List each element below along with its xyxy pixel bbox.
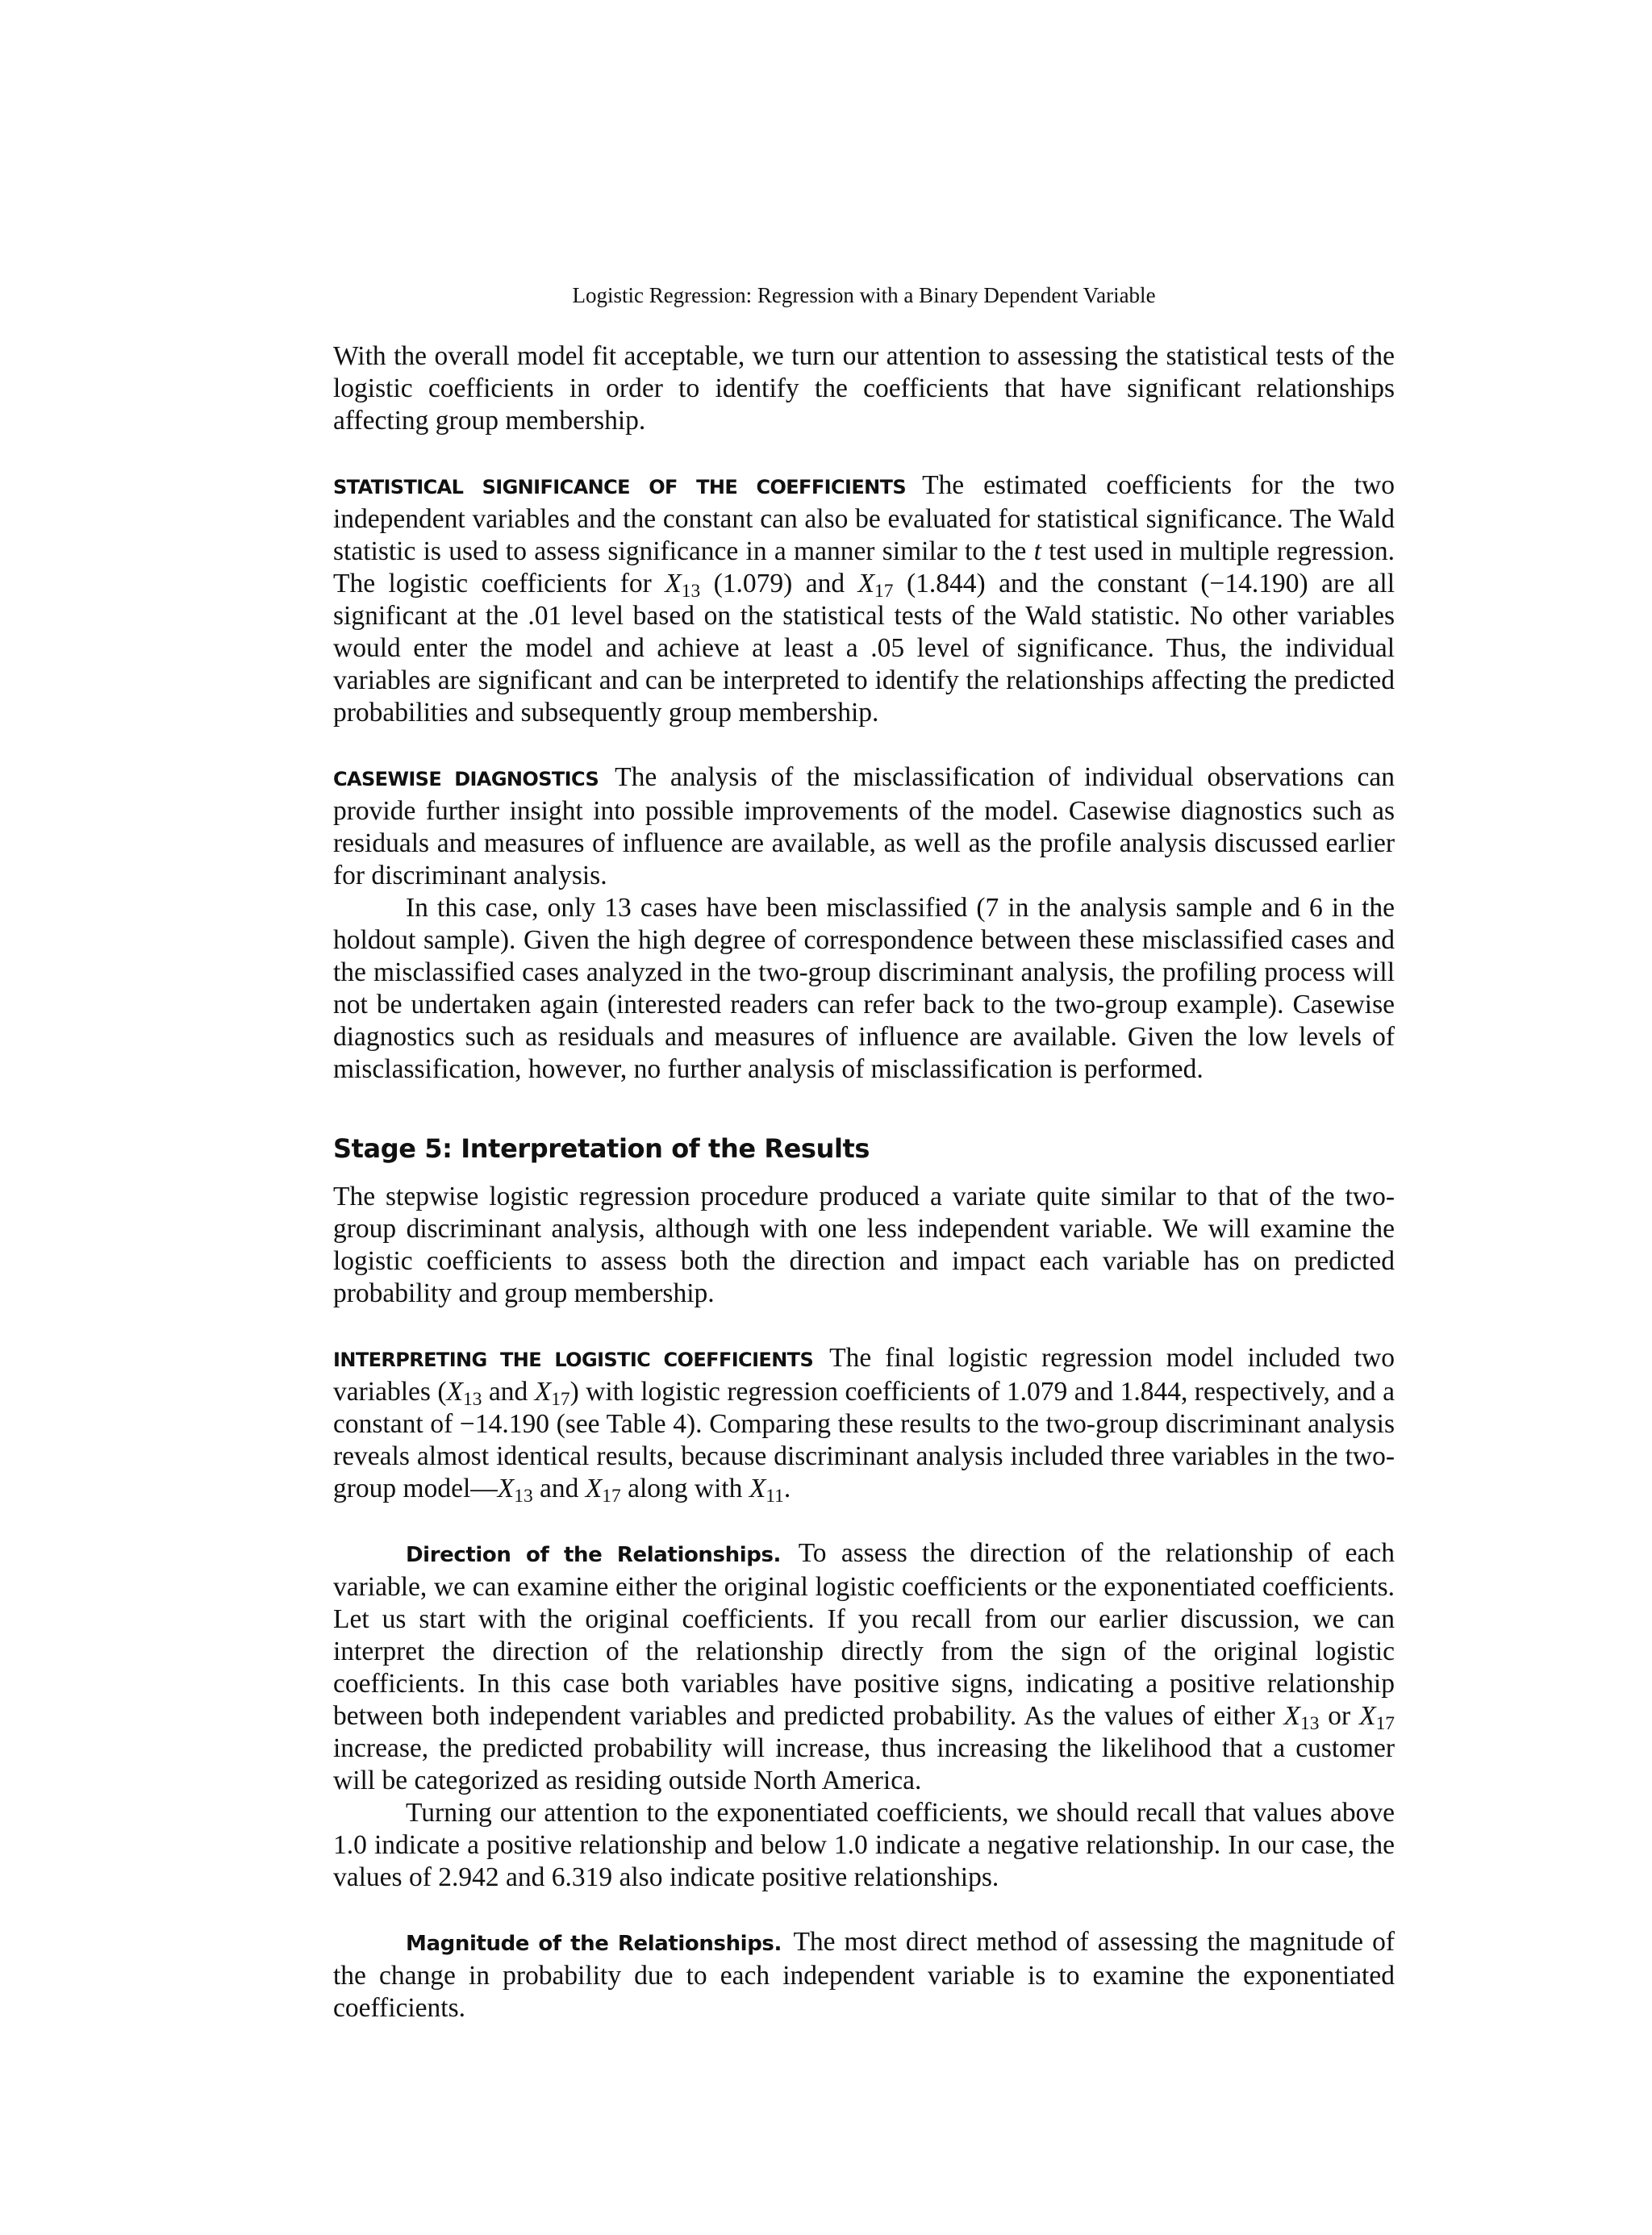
magnitude-heading: Magnitude of the Relationships. — [406, 1932, 782, 1956]
interpreting-coefficients-heading: INTERPRETING THE LOGISTIC COEFFICIENTS — [333, 1349, 814, 1371]
statistical-significance-heading: STATISTICAL SIGNIFICANCE OF THE COEFFICIENTS — [333, 476, 907, 498]
stage-5-intro-paragraph: The stepwise logistic regression procedure produced a variate quite similar to that of the two-group discriminant analysis, although with one less independent variable. We will examine the logistic coefficients to assess both the direction and impact each variable has on predicted probability and group membership. — [333, 1182, 1395, 1308]
document-page — [333, 282, 1395, 2024]
casewise-diagnostics-paragraph: CASEWISE DIAGNOSTICS The analysis of the misclassification of individual observations can provide further insight into possible improvements of the model. Casewise diagnostics such as residuals and measures of influence are available, as well as the profile analysis discussed earlier for discriminant analysis. — [333, 762, 1395, 890]
variable-x17: $X_{17}$ — [1359, 1701, 1395, 1734]
variable-x11: $X_{11}$ — [749, 1474, 784, 1507]
direction-heading: Direction of the Relationships. — [406, 1543, 781, 1567]
variable-x17: $X_{17}$ — [857, 569, 894, 602]
direction-paragraph: Direction of the Relationships. To assess the direction of the relationship of each variable, we can examine either the original logistic coefficients or the exponentiated coefficients. Let us start with the original coefficients. If you recall from our earlier discussion, we can interpret the direction of the relationship directly from the sign of the original logistic coefficients. In this case both variables have positive signs, indicating a positive relationship between both independent variables and predicted probability. As the values of either $X_{13}$ or $X_{17}$ increase, the predicted probability will increase, thus increasing the likelihood that a customer will be categorized as residing outside North America. — [333, 1538, 1395, 1795]
interpreting-coefficients-paragraph: INTERPRETING THE LOGISTIC COEFFICIENTS The final logistic regression model included two variables ($X_{13}$ and $X_{17}$) with logistic regression coefficients of 1.079 and 1.844, respectively, and a constant of −14.190 (see Table 4). Comparing these results to the two-group discriminant analysis reveals almost identical results, because discriminant analysis included three variables in the two-group $model—X_{13}$ and $X_{17}$ along with $X_{11}$. — [333, 1343, 1395, 1507]
variable-x13: $X_{13}$ — [497, 1474, 533, 1507]
variable-x13: $X_{13}$ — [446, 1377, 482, 1410]
magnitude-paragraph: Magnitude of the Relationships. The most direct method of assessing the magnitude of the change in probability due to each independent variable is to examine the exponentiated coefficients. — [333, 1927, 1395, 2023]
intro-paragraph: With the overall model fit acceptable, we turn our attention to assessing the statistical tests of the logistic coefficients in order to identify the coefficients that have significant relationships affecting group membership. — [333, 341, 1395, 436]
casewise-diagnostics-heading: CASEWISE DIAGNOSTICS — [333, 768, 599, 790]
misclassification-paragraph: In this case, only 13 cases have been misclassified (7 in the analysis sample and 6 in the holdout sample). Given the high degree of correspondence between these misclassified cases and the misclassified cases analyzed in the two-group discriminant analysis, the profiling process will not be undertaken again (interested readers can refer back to the two-group example). Casewise diagnostics such as residuals and measures of influence are available. Given the low levels of misclassification, however, no further analysis of misclassification is performed. — [333, 893, 1395, 1084]
exponentiated-paragraph: Turning our attention to the exponentiated coefficients, we should recall that values above 1.0 indicate a positive relationship and below 1.0 indicate a negative relationship. In our case, the values of 2.942 and 6.319 also indicate positive relationships. — [333, 1798, 1395, 1892]
running-head: Logistic Regression: Regression with a Binary Dependent Variable — [572, 283, 1156, 307]
variable-x17: $X_{17}$ — [585, 1474, 621, 1507]
variable-x17: $X_{17}$ — [534, 1377, 570, 1410]
stage-5-heading: Stage 5: Interpretation of the Results — [333, 1133, 870, 1164]
variable-x13: $X_{13}$ — [1283, 1701, 1320, 1734]
statistical-significance-paragraph: STATISTICAL SIGNIFICANCE OF THE COEFFICIENTS The estimated coefficients for the two independent variables and the constant can also be evaluated for statistical significance. The Wald statistic is used to assess significance in a manner similar to the t test used in multiple regression. The logistic coefficients for $X_{13}$ (1.079) and $X_{17}$ (1.844) and the constant (−14.190) are all significant at the .01 level based on the statistical tests of the Wald statistic. No other variables would enter the model and achieve at least a .05 level of significance. Thus, the individual variables are significant and can be interpreted to identify the relationships affecting the predicted probabilities and subsequently group membership. — [333, 470, 1395, 728]
variable-x13: $X_{13}$ — [665, 569, 701, 602]
